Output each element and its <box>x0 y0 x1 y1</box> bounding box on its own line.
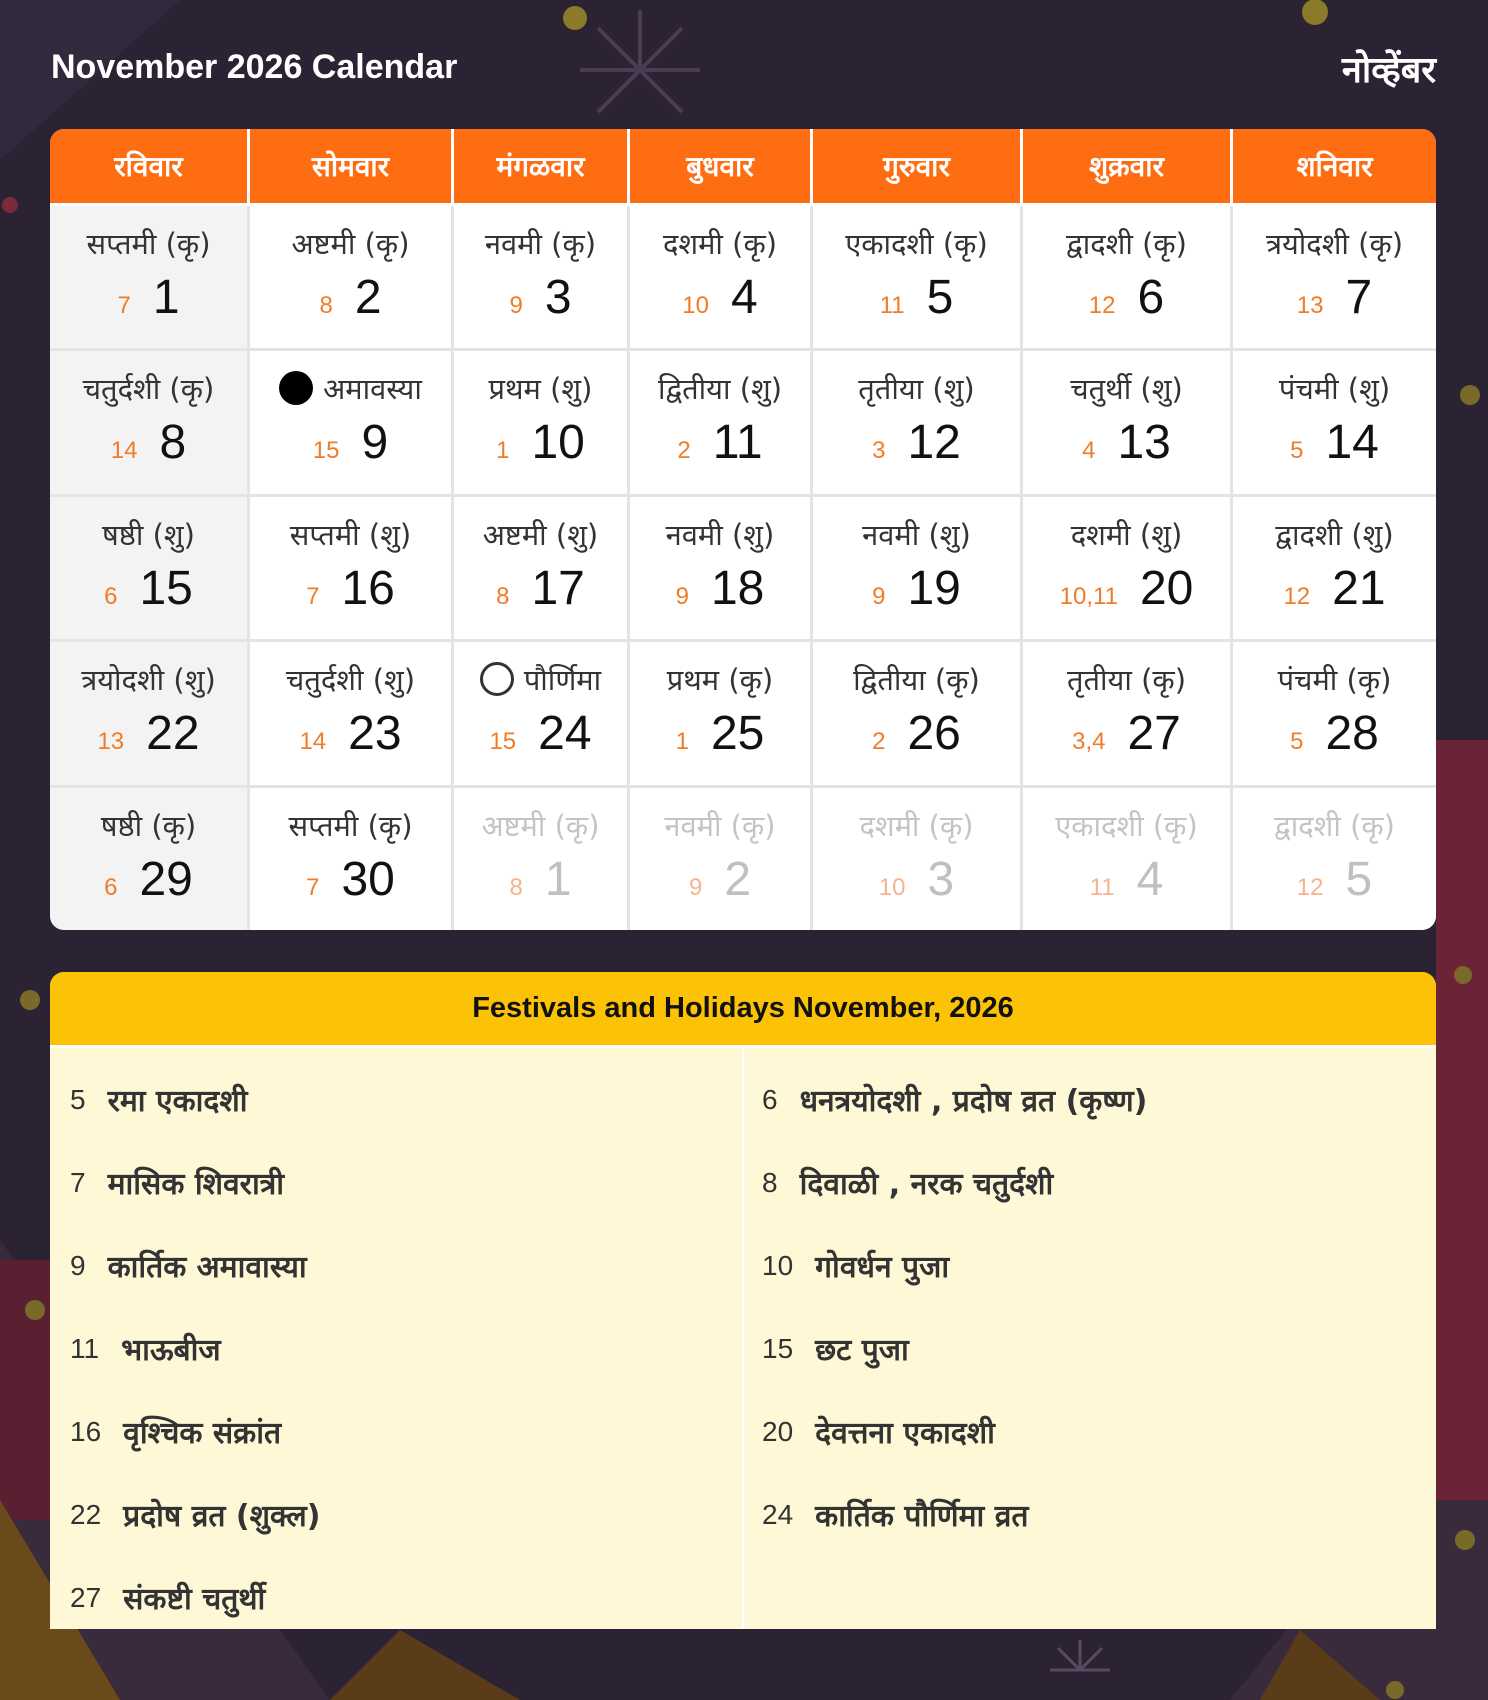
calendar-day-next-month[interactable] <box>813 788 1023 930</box>
calendar-grid <box>50 129 1436 930</box>
day-numbers <box>1023 415 1230 470</box>
tithi-number: 11 <box>879 292 905 319</box>
calendar-day[interactable] <box>50 788 250 930</box>
tithi-wrapper <box>630 808 810 844</box>
date-number: 14 <box>1325 416 1379 470</box>
festival-name: देवत्तना एकादशी <box>815 1416 995 1451</box>
tithi-number: 15 <box>312 437 340 465</box>
tithi-wrapper <box>630 517 810 553</box>
tithi-wrapper <box>813 226 1020 262</box>
festival-date: 8 <box>762 1166 778 1198</box>
calendar-day[interactable] <box>813 497 1023 642</box>
tithi-label: प्रथम (शु) <box>488 372 593 407</box>
tithi-label: पौर्णिमा <box>523 663 602 698</box>
tithi-wrapper <box>813 662 1020 698</box>
tithi-number: 3 <box>872 437 886 465</box>
festival-date: 24 <box>762 1498 794 1530</box>
calendar-day[interactable] <box>50 642 250 787</box>
festivals-left-column <box>70 1058 320 1629</box>
day-numbers <box>50 852 247 907</box>
festival-date: 11 <box>70 1332 100 1364</box>
day-numbers <box>1233 852 1436 907</box>
tithi-label: प्रथम (कृ) <box>666 663 774 698</box>
date-number: 3 <box>927 852 955 906</box>
tithi-label: दशमी (कृ) <box>662 227 778 261</box>
tithi-number: 8 <box>509 873 523 901</box>
calendar-day[interactable] <box>813 351 1023 496</box>
tithi-wrapper <box>1023 226 1230 262</box>
festivals-panel <box>50 972 1436 1629</box>
tithi-label: त्रयोदशी (कृ) <box>1265 227 1404 261</box>
tithi-number: 8 <box>496 582 510 610</box>
date-number: 28 <box>1325 707 1379 761</box>
tithi-label: एकादशी (कृ) <box>845 227 988 261</box>
day-numbers <box>813 706 1020 761</box>
date-number: 5 <box>926 271 954 324</box>
date-number: 24 <box>538 707 592 761</box>
tithi-wrapper <box>454 662 627 698</box>
tithi-label: नवमी (शु) <box>862 517 971 552</box>
date-number: 26 <box>907 707 961 761</box>
tithi-wrapper <box>813 808 1020 844</box>
calendar-day-next-month[interactable] <box>454 788 630 930</box>
tithi-wrapper <box>250 226 451 262</box>
festival-date: 6 <box>762 1083 778 1115</box>
festival-date: 27 <box>70 1581 102 1613</box>
date-number: 2 <box>354 271 382 324</box>
day-numbers <box>50 706 247 761</box>
tithi-wrapper <box>1233 226 1436 262</box>
weekday-header-row <box>50 129 1436 206</box>
tithi-number: 1 <box>496 437 510 465</box>
festival-item <box>762 1307 1147 1390</box>
tithi-wrapper <box>454 226 627 262</box>
tithi-label: अष्टमी (कृ) <box>291 227 410 261</box>
date-number: 11 <box>712 416 763 470</box>
calendar-day[interactable] <box>1023 497 1233 642</box>
tithi-wrapper <box>50 226 247 262</box>
day-numbers <box>250 270 451 325</box>
festivals-title: Festivals and Holidays November, 2026 <box>50 972 1436 1048</box>
date-number: 4 <box>731 271 758 324</box>
calendar-day[interactable] <box>630 642 813 787</box>
date-number: 12 <box>907 416 961 470</box>
day-numbers <box>630 270 810 325</box>
day-numbers <box>813 415 1020 470</box>
festival-item <box>762 1473 1147 1556</box>
day-numbers <box>50 415 247 470</box>
day-numbers <box>1233 561 1436 616</box>
festival-item <box>70 1224 320 1307</box>
tithi-number: 10 <box>682 292 709 319</box>
date-number: 30 <box>341 852 395 906</box>
date-number: 5 <box>1345 852 1373 906</box>
day-numbers <box>1023 270 1230 325</box>
tithi-number: 13 <box>1296 292 1324 319</box>
festival-name: रमा एकादशी <box>107 1084 248 1119</box>
festival-date: 20 <box>762 1415 794 1447</box>
festival-item <box>70 1058 320 1141</box>
tithi-label: दशमी (कृ) <box>859 808 974 843</box>
tithi-number: 1 <box>675 728 689 756</box>
tithi-label: पंचमी (कृ) <box>1277 663 1392 698</box>
tithi-number: 5 <box>1290 728 1304 756</box>
calendar-day[interactable] <box>813 642 1023 787</box>
new-moon-icon <box>279 371 313 405</box>
calendar-week-row <box>50 351 1436 496</box>
tithi-number: 15 <box>489 728 517 756</box>
calendar-day[interactable] <box>813 206 1023 351</box>
calendar-day[interactable] <box>454 206 630 351</box>
weekday-header: मंगळवार <box>454 129 630 206</box>
calendar-day[interactable] <box>50 206 250 351</box>
tithi-wrapper <box>1233 517 1436 553</box>
weekday-header: बुधवार <box>630 129 813 206</box>
calendar-day[interactable] <box>630 351 813 496</box>
tithi-wrapper <box>1023 662 1230 698</box>
tithi-wrapper <box>813 517 1020 553</box>
calendar-day[interactable] <box>50 497 250 642</box>
festival-item <box>762 1224 1147 1307</box>
tithi-number: 7 <box>306 582 320 610</box>
date-number: 18 <box>710 561 765 615</box>
calendar-day[interactable] <box>1233 497 1436 642</box>
calendar-day[interactable] <box>630 206 813 351</box>
tithi-label: द्वादशी (कृ) <box>1274 808 1395 843</box>
tithi-label: सप्तमी (कृ) <box>86 227 211 261</box>
tithi-wrapper <box>50 808 247 844</box>
date-number: 19 <box>907 561 961 615</box>
tithi-label: नवमी (शु) <box>665 517 775 552</box>
tithi-label: अमावस्या <box>323 372 422 407</box>
tithi-wrapper <box>1233 371 1436 407</box>
calendar-day[interactable] <box>1023 351 1233 496</box>
day-numbers <box>630 706 810 761</box>
calendar-day[interactable] <box>454 642 630 787</box>
date-number: 7 <box>1345 271 1373 324</box>
day-numbers <box>250 852 451 907</box>
festival-name: वृश्चिक संक्रांत <box>123 1416 282 1451</box>
festival-date: 10 <box>762 1249 794 1281</box>
tithi-wrapper <box>454 517 627 553</box>
day-numbers <box>1023 852 1230 907</box>
month-name-marathi: नोव्हेंबर <box>1341 50 1436 91</box>
tithi-wrapper <box>1233 808 1436 844</box>
calendar-day[interactable] <box>1233 642 1436 787</box>
tithi-label: द्वादशी (कृ) <box>1066 227 1187 261</box>
festival-date: 7 <box>70 1166 86 1198</box>
festival-item <box>70 1307 320 1390</box>
day-numbers <box>813 852 1020 907</box>
tithi-label: सप्तमी (कृ) <box>288 808 413 843</box>
festival-name: भाऊबीज <box>121 1333 221 1368</box>
day-numbers <box>454 270 627 325</box>
tithi-label: द्वितीया (कृ) <box>853 663 980 698</box>
tithi-wrapper <box>1023 371 1230 407</box>
date-number: 15 <box>139 561 193 615</box>
date-number: 8 <box>159 416 187 470</box>
day-numbers <box>454 706 627 761</box>
festival-name: कार्तिक पौर्णिमा व्रत <box>815 1499 1029 1534</box>
day-numbers <box>454 561 627 616</box>
day-numbers <box>454 415 627 470</box>
day-numbers <box>50 270 247 325</box>
day-numbers <box>1023 561 1230 616</box>
tithi-wrapper <box>1233 662 1436 698</box>
tithi-number: 9 <box>675 582 689 610</box>
tithi-number: 4 <box>1082 437 1096 465</box>
tithi-number: 2 <box>872 728 886 756</box>
day-numbers <box>630 561 810 616</box>
tithi-wrapper <box>630 371 810 407</box>
tithi-label: दशमी (शु) <box>1070 517 1183 552</box>
festival-name: गोवर्धन पुजा <box>815 1250 950 1285</box>
day-numbers <box>250 415 451 470</box>
weekday-header: सोमवार <box>250 129 454 206</box>
calendar-day[interactable] <box>1023 642 1233 787</box>
tithi-number: 7 <box>117 292 131 319</box>
festival-item <box>70 1473 320 1556</box>
date-number: 3 <box>544 271 572 324</box>
tithi-label: पंचमी (शु) <box>1278 372 1391 407</box>
calendar-day[interactable] <box>250 497 454 642</box>
tithi-wrapper <box>454 808 627 844</box>
weekday-header: गुरुवार <box>813 129 1023 206</box>
tithi-label: एकादशी (कृ) <box>1055 808 1198 843</box>
festival-name: प्रदोष व्रत (शुक्ल) <box>123 1499 321 1534</box>
tithi-label: नवमी (कृ) <box>664 808 776 843</box>
day-numbers <box>250 561 451 616</box>
tithi-wrapper <box>250 371 451 407</box>
calendar-day[interactable] <box>250 351 454 496</box>
date-number: 13 <box>1117 416 1171 470</box>
calendar-day[interactable] <box>1233 206 1436 351</box>
tithi-number: 6 <box>104 582 118 610</box>
tithi-wrapper <box>1023 808 1230 844</box>
tithi-number: 6 <box>104 873 118 901</box>
festival-name: मासिक शिवरात्री <box>107 1167 285 1202</box>
festival-name: छट पुजा <box>815 1333 909 1368</box>
tithi-label: नवमी (कृ) <box>484 227 597 261</box>
tithi-number: 5 <box>1290 437 1304 465</box>
calendar-week-row <box>50 206 1436 351</box>
weekday-header: शनिवार <box>1233 129 1436 206</box>
full-moon-icon <box>480 662 514 696</box>
festival-date: 16 <box>70 1415 102 1447</box>
tithi-wrapper <box>250 808 451 844</box>
date-number: 6 <box>1137 271 1165 324</box>
date-number: 22 <box>146 707 200 761</box>
tithi-wrapper <box>630 662 810 698</box>
tithi-number: 13 <box>97 728 125 756</box>
tithi-label: तृतीया (शु) <box>858 372 975 407</box>
date-number: 9 <box>361 416 389 470</box>
festival-item <box>70 1556 320 1629</box>
tithi-number: 10 <box>878 873 906 901</box>
date-number: 21 <box>1332 561 1386 615</box>
tithi-label: द्वादशी (शु) <box>1275 517 1394 552</box>
weekday-header: शुक्रवार <box>1023 129 1233 206</box>
festival-item <box>762 1141 1147 1224</box>
tithi-number: 2 <box>677 437 691 465</box>
date-number: 25 <box>710 707 765 761</box>
tithi-number: 3,4 <box>1072 728 1106 756</box>
calendar-table <box>50 129 1436 930</box>
date-number: 16 <box>341 561 395 615</box>
festival-name: कार्तिक अमावास्या <box>107 1250 307 1285</box>
tithi-label: द्वितीया (शु) <box>657 372 783 407</box>
weekday-header: रविवार <box>50 129 250 206</box>
day-numbers <box>813 561 1020 616</box>
tithi-label: अष्टमी (कृ) <box>481 808 600 843</box>
column-divider <box>742 1048 744 1629</box>
tithi-number: 7 <box>306 873 320 901</box>
tithi-number: 10,11 <box>1059 582 1118 610</box>
tithi-number: 11 <box>1089 873 1115 901</box>
day-numbers <box>1233 706 1436 761</box>
tithi-number: 9 <box>872 582 886 610</box>
tithi-wrapper <box>250 662 451 698</box>
tithi-number: 14 <box>299 728 327 756</box>
festival-item <box>762 1058 1147 1141</box>
date-number: 17 <box>531 561 585 615</box>
festival-date: 5 <box>70 1083 86 1115</box>
calendar-day-next-month[interactable] <box>1233 788 1436 930</box>
festival-item <box>762 1390 1147 1473</box>
calendar-day[interactable] <box>250 788 454 930</box>
day-numbers <box>630 852 810 907</box>
calendar-week-row <box>50 642 1436 787</box>
date-number: 29 <box>139 852 193 906</box>
festival-item <box>70 1390 320 1473</box>
calendar-week-row <box>50 788 1436 930</box>
page-title: November 2026 Calendar <box>51 48 458 86</box>
calendar-day-next-month[interactable] <box>630 788 813 930</box>
tithi-number: 12 <box>1088 292 1116 319</box>
day-numbers <box>1233 270 1436 325</box>
tithi-number: 14 <box>110 437 138 465</box>
festival-date: 22 <box>70 1498 102 1530</box>
festival-name: संकष्टी चतुर्थी <box>123 1582 266 1617</box>
date-number: 20 <box>1139 561 1194 615</box>
tithi-label: चतुर्थी (शु) <box>1070 372 1183 407</box>
tithi-wrapper <box>50 662 247 698</box>
festival-date: 15 <box>762 1332 794 1364</box>
tithi-label: अष्टमी (शु) <box>482 517 599 552</box>
festival-item <box>70 1141 320 1224</box>
tithi-label: चतुर्दशी (शु) <box>285 663 416 698</box>
festival-date: 9 <box>70 1249 86 1281</box>
tithi-wrapper <box>813 371 1020 407</box>
festivals-right-column <box>762 1058 1147 1556</box>
day-numbers <box>50 561 247 616</box>
calendar-day[interactable] <box>630 497 813 642</box>
day-numbers <box>813 270 1020 325</box>
date-number: 27 <box>1127 707 1181 761</box>
tithi-number: 12 <box>1283 582 1311 610</box>
tithi-number: 9 <box>688 873 703 901</box>
calendar-day[interactable] <box>50 351 250 496</box>
tithi-label: षष्ठी (शु) <box>102 517 195 552</box>
day-numbers <box>1023 706 1230 761</box>
date-number: 23 <box>348 707 402 761</box>
calendar-day[interactable] <box>250 642 454 787</box>
tithi-wrapper <box>250 517 451 553</box>
calendar-day[interactable] <box>1023 206 1233 351</box>
tithi-label: सप्तमी (शु) <box>289 517 412 552</box>
tithi-number: 9 <box>509 292 523 319</box>
date-number: 2 <box>724 852 752 906</box>
calendar-day[interactable] <box>250 206 454 351</box>
tithi-number: 12 <box>1296 873 1324 901</box>
date-number: 1 <box>152 271 180 324</box>
tithi-label: षष्ठी (कृ) <box>100 808 197 843</box>
calendar-day[interactable] <box>1233 351 1436 496</box>
tithi-wrapper <box>1023 517 1230 553</box>
date-number: 4 <box>1136 852 1164 906</box>
tithi-wrapper <box>630 226 810 262</box>
festival-name: दिवाळी , नरक चतुर्दशी <box>799 1167 1054 1202</box>
date-number: 10 <box>531 416 585 470</box>
day-numbers <box>250 706 451 761</box>
tithi-label: त्रयोदशी (शु) <box>81 663 216 698</box>
date-number: 1 <box>544 852 572 906</box>
tithi-label: चतुर्दशी (कृ) <box>82 372 215 407</box>
tithi-label: तृतीया (कृ) <box>1066 663 1187 698</box>
festival-name: धनत्रयोदशी , प्रदोष व्रत (कृष्ण) <box>799 1084 1148 1119</box>
day-numbers <box>454 852 627 907</box>
tithi-wrapper <box>50 517 247 553</box>
festivals-list <box>50 1048 1436 1629</box>
tithi-wrapper <box>454 371 627 407</box>
calendar-week-row <box>50 497 1436 642</box>
calendar-day[interactable] <box>454 351 630 496</box>
calendar-day[interactable] <box>454 497 630 642</box>
day-numbers <box>630 415 810 470</box>
calendar-day-next-month[interactable] <box>1023 788 1233 930</box>
tithi-number: 8 <box>319 292 333 319</box>
tithi-wrapper <box>50 371 247 407</box>
day-numbers <box>1233 415 1436 470</box>
